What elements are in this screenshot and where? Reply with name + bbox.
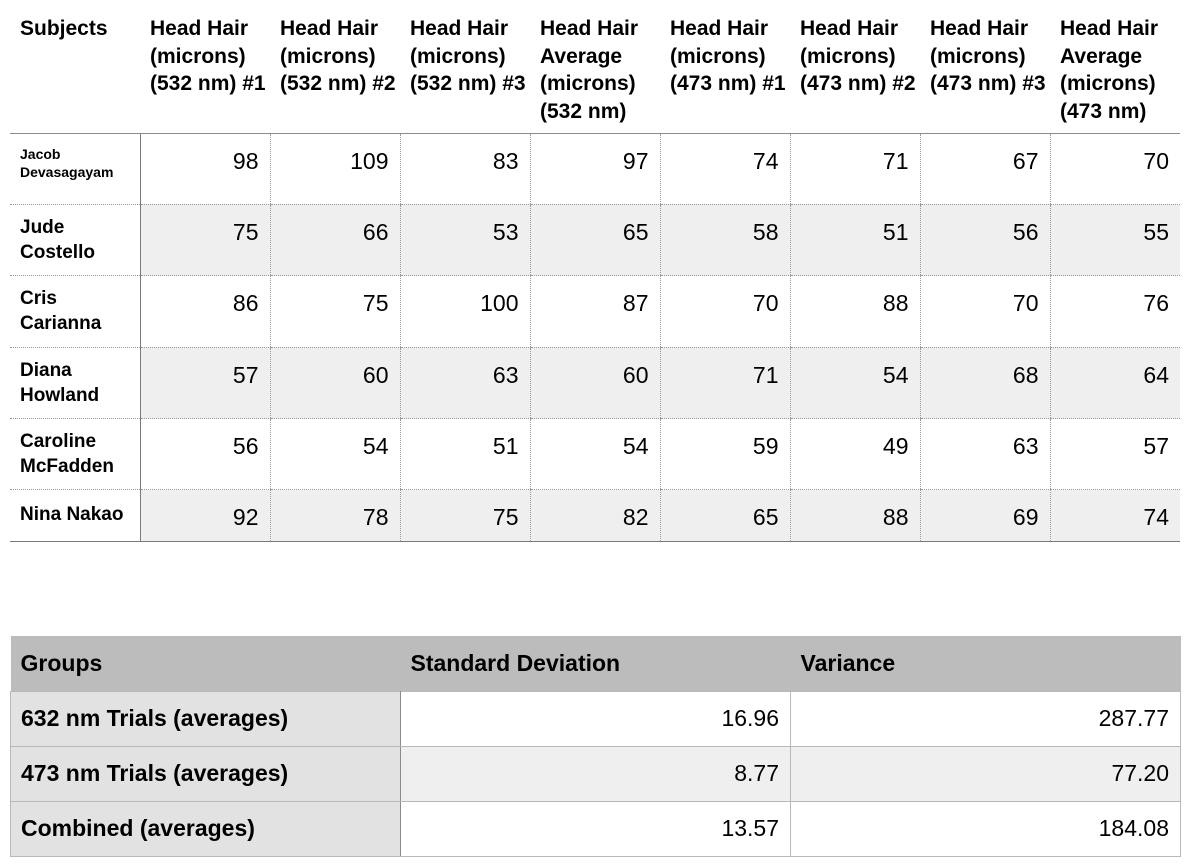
cell-value: 87 (530, 276, 660, 347)
table-row (11, 746, 1181, 801)
subject-name: Jacob Devasagayam (10, 133, 140, 204)
table-row (11, 801, 1181, 856)
cell-value: 74 (660, 133, 790, 204)
table-row (10, 347, 1180, 418)
group-label: Combined (averages) (11, 801, 401, 856)
cell-value: 68 (920, 347, 1050, 418)
cell-value: 54 (270, 419, 400, 490)
column-header-variance: Variance (791, 636, 1181, 691)
column-header-532-trial-2: Head Hair (microns) (532 nm) #2 (270, 10, 400, 133)
subject-name: Caroline McFadden (10, 419, 140, 490)
cell-value: 66 (270, 204, 400, 275)
column-header-532-trial-3: Head Hair (microns) (532 nm) #3 (400, 10, 530, 133)
cell-value: 59 (660, 419, 790, 490)
group-label: 473 nm Trials (averages) (11, 746, 401, 801)
variance-value: 184.08 (791, 801, 1181, 856)
group-label: 632 nm Trials (averages) (11, 691, 401, 746)
cell-value: 76 (1050, 276, 1180, 347)
cell-value: 82 (530, 490, 660, 542)
cell-value: 69 (920, 490, 1050, 542)
subject-name: Cris Carianna (10, 276, 140, 347)
cell-value: 75 (400, 490, 530, 542)
column-header-473-average: Head Hair Average (microns) (473 nm) (1050, 10, 1180, 133)
column-header-532-trial-1: Head Hair (microns) (532 nm) #1 (140, 10, 270, 133)
column-header-473-trial-2: Head Hair (microns) (473 nm) #2 (790, 10, 920, 133)
cell-value: 63 (400, 347, 530, 418)
standard-deviation-value: 8.77 (401, 746, 791, 801)
cell-value: 49 (790, 419, 920, 490)
cell-value: 70 (920, 276, 1050, 347)
column-header-subjects: Subjects (10, 10, 140, 133)
cell-value: 65 (530, 204, 660, 275)
standard-deviation-value: 13.57 (401, 801, 791, 856)
column-header-532-average: Head Hair Average (microns) (532 nm) (530, 10, 660, 133)
cell-value: 64 (1050, 347, 1180, 418)
variance-value: 287.77 (791, 691, 1181, 746)
cell-value: 78 (270, 490, 400, 542)
cell-value: 57 (140, 347, 270, 418)
table-row (10, 490, 1180, 542)
table-row (10, 133, 1180, 204)
standard-deviation-value: 16.96 (401, 691, 791, 746)
table-row (10, 276, 1180, 347)
subject-name: Diana Howland (10, 347, 140, 418)
cell-value: 100 (400, 276, 530, 347)
cell-value: 58 (660, 204, 790, 275)
cell-value: 53 (400, 204, 530, 275)
table-row (10, 204, 1180, 275)
column-header-groups: Groups (11, 636, 401, 691)
cell-value: 98 (140, 133, 270, 204)
cell-value: 51 (400, 419, 530, 490)
variance-value: 77.20 (791, 746, 1181, 801)
cell-value: 88 (790, 276, 920, 347)
cell-value: 88 (790, 490, 920, 542)
cell-value: 71 (790, 133, 920, 204)
cell-value: 75 (270, 276, 400, 347)
cell-value: 57 (1050, 419, 1180, 490)
cell-value: 56 (140, 419, 270, 490)
cell-value: 71 (660, 347, 790, 418)
cell-value: 56 (920, 204, 1050, 275)
cell-value: 60 (270, 347, 400, 418)
column-header-473-trial-1: Head Hair (microns) (473 nm) #1 (660, 10, 790, 133)
cell-value: 60 (530, 347, 660, 418)
statistics-table (10, 636, 1181, 857)
cell-value: 54 (790, 347, 920, 418)
cell-value: 97 (530, 133, 660, 204)
table-row (11, 691, 1181, 746)
table-row (10, 419, 1180, 490)
cell-value: 74 (1050, 490, 1180, 542)
cell-value: 83 (400, 133, 530, 204)
column-header-standard-deviation: Standard Deviation (401, 636, 791, 691)
cell-value: 75 (140, 204, 270, 275)
cell-value: 109 (270, 133, 400, 204)
cell-value: 51 (790, 204, 920, 275)
cell-value: 67 (920, 133, 1050, 204)
cell-value: 65 (660, 490, 790, 542)
subject-name: Nina Nakao (10, 490, 140, 542)
header-row (11, 636, 1181, 691)
column-header-473-trial-3: Head Hair (microns) (473 nm) #3 (920, 10, 1050, 133)
header-row (10, 10, 1180, 133)
cell-value: 86 (140, 276, 270, 347)
subject-name: Jude Costello (10, 204, 140, 275)
cell-value: 70 (660, 276, 790, 347)
hair-measurements-table (10, 10, 1180, 542)
cell-value: 54 (530, 419, 660, 490)
cell-value: 92 (140, 490, 270, 542)
cell-value: 63 (920, 419, 1050, 490)
cell-value: 55 (1050, 204, 1180, 275)
cell-value: 70 (1050, 133, 1180, 204)
